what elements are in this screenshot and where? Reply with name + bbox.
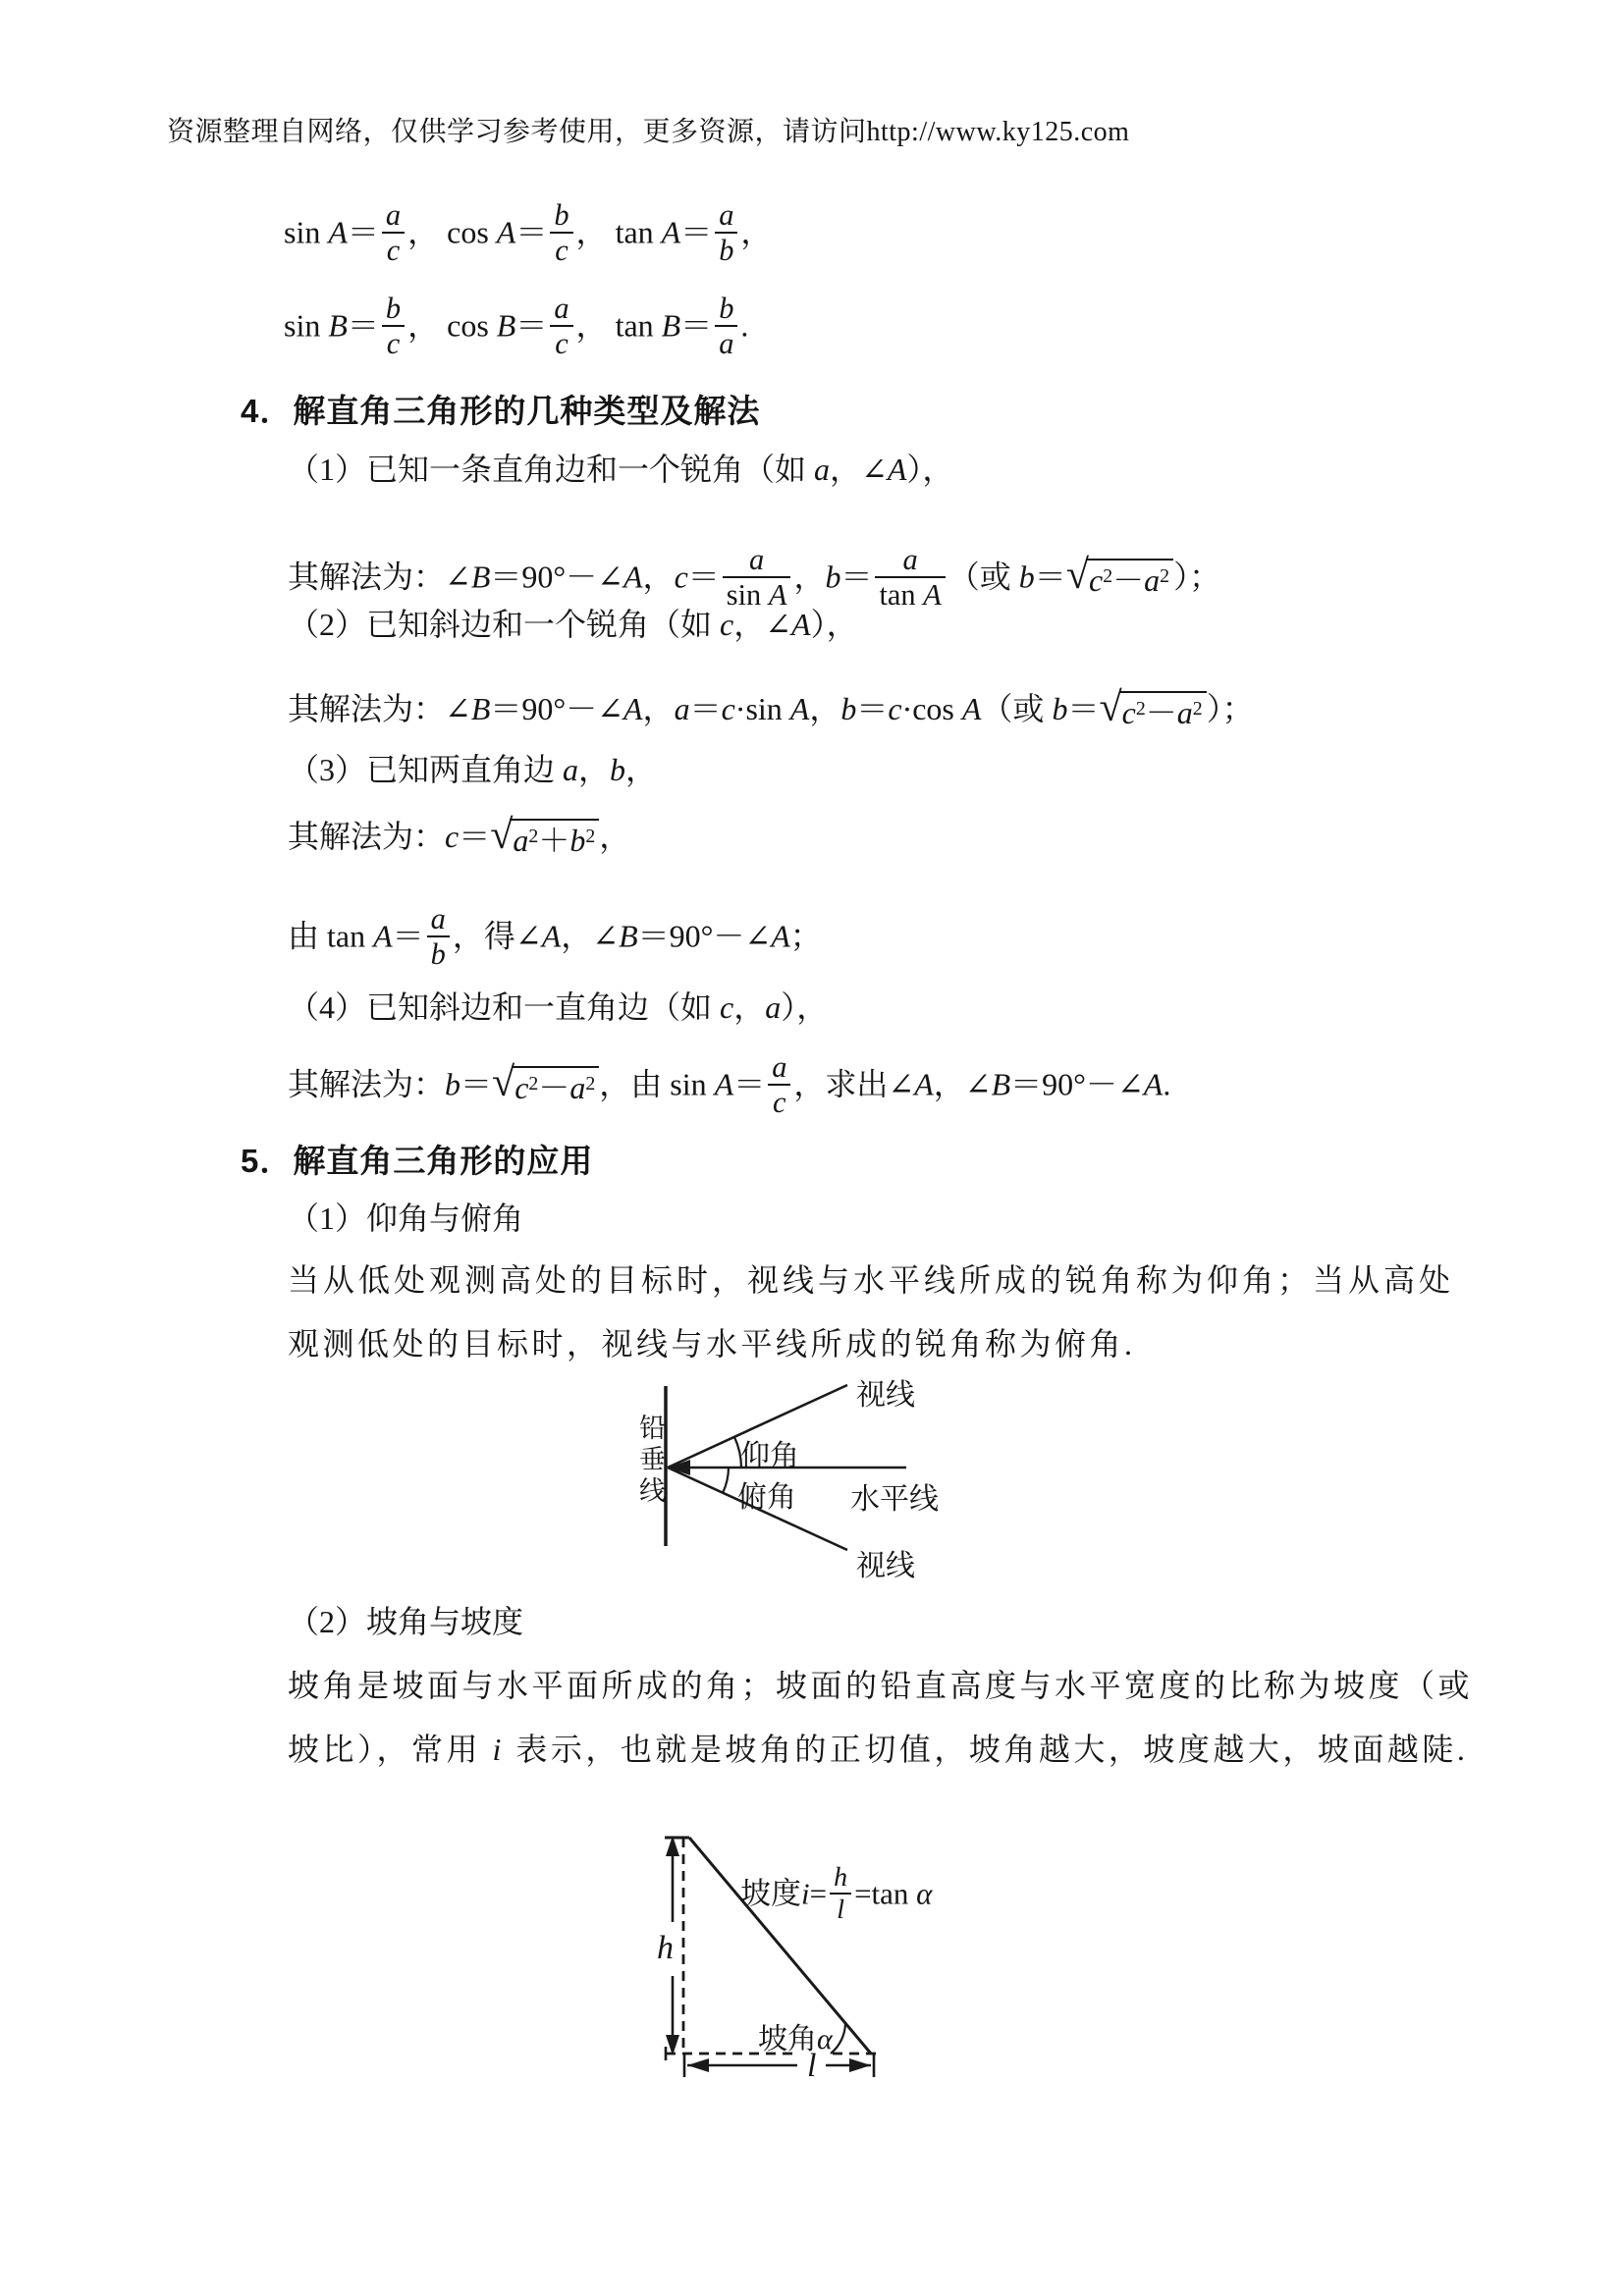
slope-angle-arc [831,2023,845,2054]
elevation-angle-label: 仰角 [740,1440,799,1472]
case1-given: （1）已知一条直角边和一个锐角（如 a，∠A）， [288,452,954,487]
sub2-para2: 坡比），常用 i 表示，也就是坡角的正切值，坡角越大，坡度越大，坡面越陡. [288,1732,1469,1767]
slope-angle-label: 坡角α [758,2023,833,2056]
sight-line-bottom-label: 视线 [856,1550,915,1582]
sub1-para1: 当从低处观测高处的目标时，视线与水平线所成的锐角称为仰角；当从高处 [288,1262,1455,1298]
case2-given: （2）已知斜边和一个锐角（如 c，∠A）， [288,607,858,642]
section4-heading: 4．解直角三角形的几种类型及解法 [241,393,761,429]
width-arrowhead-right [849,2058,871,2072]
sub1-para2: 观测低处的目标时，视线与水平线所成的锐角称为俯角. [288,1326,1136,1362]
sub2-title: （2）坡角与坡度 [288,1604,524,1639]
case3-solution2: 由 tan A＝ $\frac{a}{b}$ ，得∠A，∠B＝90°－∠A； [288,902,822,972]
trig-row-a: sin A＝ $\frac{a}{c}$ ， cos A＝ $\frac{b}{c}$ ， tan A＝ $\frac{a}{b}$ ， [284,198,773,268]
header-note: 资源整理自网络，仅供学习参考使用，更多资源，请访问http://www.ky125.com [167,117,1130,147]
width-arrowhead-left [687,2058,709,2072]
case2-solution: 其解法为：∠B＝90°－∠A，a＝c·sin A，b＝c·cos A（或 b＝ √ $c^2-a^2$ ）； [288,689,1254,736]
sub1-title: （1）仰角与俯角 [288,1201,524,1236]
slope-formula: 坡度i= $\frac{h}{l}$ =tan α [740,1862,933,1926]
case4-solution: 其解法为：b＝ √ $c^2-a^2$ ，由 sin A＝ $\frac{a}{c}$ ，求出∠A，∠B＝90°－∠A. [288,1050,1171,1120]
plumb-line-label: 铅垂线 [635,1414,665,1508]
case4-given: （4）已知斜边和一直角边（如 c，a）， [288,989,829,1025]
depression-angle-label: 俯角 [737,1481,796,1514]
depression-arc [723,1468,729,1493]
case3-given: （3）已知两直角边 a，b， [288,752,658,787]
section5-heading: 5．解直角三角形的应用 [241,1143,594,1179]
trig-row-b: sin B＝ $\frac{b}{c}$ ， cos B＝ $\frac{a}{c}$ ， tan B＝ $\frac{b}{a}$ . [284,292,749,361]
sight-line-top-label: 视线 [856,1379,915,1412]
horizontal-line-label: 水平线 [850,1483,939,1516]
sub2-para1: 坡角是坡面与水平面所成的角；坡面的铅直高度与水平宽度的比称为坡度（或 [288,1668,1474,1703]
height-label: h [657,1930,674,1966]
case1-solution: 其解法为：∠B＝90°－∠A，c＝ $\frac{a}{\text{sin A}}$ ，b＝ $\frac{a}{\text{tan A}}$ （或 b＝ √ $c^2-a^2$ ）； [288,543,1221,613]
width-label: l [797,2048,826,2085]
case3-solution: 其解法为：c＝ √ $a^2+b^2$ ， [288,817,630,864]
